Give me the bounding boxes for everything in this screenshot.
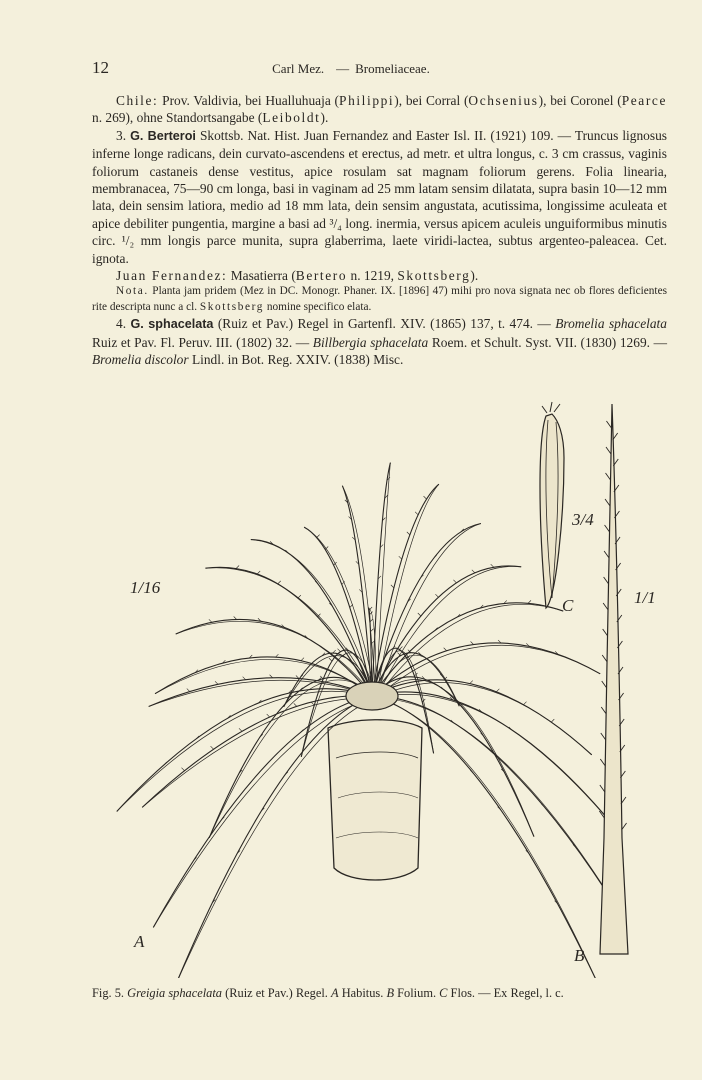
leaf-spine xyxy=(308,742,311,745)
place-label: Juan Fernandez: xyxy=(116,268,228,284)
leaf-stroke xyxy=(376,566,521,698)
leaf-spine xyxy=(187,689,190,692)
running-head-separator: — xyxy=(336,61,350,76)
species-number: 4. xyxy=(116,316,127,332)
leaf-spine xyxy=(453,580,456,583)
caption-authority: (Ruiz et Pav.) Regel. xyxy=(225,986,328,1000)
text-span: ), bei Coronel ( xyxy=(538,93,622,108)
leaf-stroke xyxy=(176,619,372,696)
paragraph-locality xyxy=(92,267,667,284)
leaf-stroke xyxy=(155,657,372,696)
collector-name: Pearce xyxy=(621,93,667,108)
caption-letter-a: A xyxy=(331,986,339,1000)
leaf-spine xyxy=(470,681,473,684)
text-span: n. 269), ohne Standortsangabe ( xyxy=(92,110,263,126)
leaf-spine xyxy=(211,746,214,749)
text-span: ). xyxy=(320,110,329,126)
text-span: ), bei Corral ( xyxy=(394,93,469,108)
paragraph-chile xyxy=(92,92,667,127)
page-number: 12 xyxy=(92,58,109,77)
leaf-spine xyxy=(298,595,301,598)
leaf-spine xyxy=(528,600,531,603)
collector-name: Ochsenius xyxy=(468,93,539,108)
rosette-crown xyxy=(346,682,398,710)
leaf-spine xyxy=(329,658,332,661)
text-span: (Ruiz et Pav.) Regel in Gartenfl. XIV. (1865) 137, t. 474. — xyxy=(217,316,551,332)
caption-text-a: Habitus. xyxy=(341,986,384,1000)
leaf-spine xyxy=(239,728,242,731)
text-span: n. 1219, xyxy=(347,268,398,284)
leaf-spine xyxy=(399,646,402,649)
synonym: Bromelia discolor xyxy=(92,352,189,368)
leaf-spine xyxy=(182,768,185,771)
leaf-spine xyxy=(471,642,474,645)
leaf-spine xyxy=(418,613,421,616)
leaf-spine xyxy=(215,681,218,684)
leaf-stroke xyxy=(205,567,372,696)
leaf-stroke xyxy=(342,486,372,696)
species-name: G. sphacelata xyxy=(130,317,214,332)
leaf-spine xyxy=(278,581,281,584)
figure-label-c: C xyxy=(562,596,574,615)
text-span: Lindl. in Bot. Reg. XXIV. (1838) Misc. xyxy=(191,352,404,368)
leaf-spine xyxy=(424,496,427,499)
figure-label-b: B xyxy=(574,946,585,965)
caption-figure-number: Fig. 5. xyxy=(92,986,125,1000)
scale-label-habit: 1/16 xyxy=(130,578,161,597)
leaf-illustration xyxy=(599,404,628,954)
figure-caption xyxy=(92,986,667,1001)
text-span: Ruiz et Pav. Fl. Peruv. III. (1802) 32. — xyxy=(92,334,310,350)
caption-species: Greigia sphacelata xyxy=(127,986,223,1000)
leaf-spine xyxy=(164,762,167,765)
text-span: Masatierra ( xyxy=(227,268,296,284)
synonym: Bromelia sphacelata xyxy=(555,316,667,332)
leaf-stroke xyxy=(376,523,481,698)
leaf-spine xyxy=(447,540,450,543)
leaf-stroke xyxy=(251,540,372,696)
text-block xyxy=(92,92,667,369)
scale-label-leaf: 1/1 xyxy=(634,588,656,607)
plant-drawing xyxy=(100,398,660,978)
place-label: Chile: xyxy=(116,93,159,108)
note-label: Nota. xyxy=(116,285,149,298)
leaf-spine xyxy=(236,566,239,569)
leaf-spine xyxy=(267,714,270,717)
leaf-spine xyxy=(257,571,260,574)
scale-label-flower: 3/4 xyxy=(572,510,594,529)
leaf-spine xyxy=(523,702,526,705)
caption-letter-b: B xyxy=(386,986,395,1000)
leaf-spine xyxy=(338,649,341,652)
pot-illustration xyxy=(328,720,422,880)
figure-label-a: A xyxy=(134,932,145,951)
collector-name: Leiboldt xyxy=(262,110,321,126)
running-head-author: Carl Mez. xyxy=(272,61,325,76)
leaf-spine xyxy=(209,619,212,622)
leaf-spine xyxy=(301,658,304,661)
collector-name: Bertero xyxy=(295,268,348,284)
leaf-spine xyxy=(444,648,447,651)
leaf-spine xyxy=(275,753,278,756)
leaf-spine xyxy=(472,570,475,573)
caption-text-b: Folium. xyxy=(397,986,437,1000)
leaf-spine xyxy=(391,585,394,588)
text-span: Prov. Valdivia, bei Hualluhuaja ( xyxy=(162,93,340,108)
collector-name: Skottsberg xyxy=(199,300,265,313)
text-span: ). xyxy=(470,268,479,284)
flower-illustration xyxy=(540,402,564,608)
leaf-spine xyxy=(311,702,314,705)
text-span: nomine specifico elata. xyxy=(266,300,372,313)
species-description: Skottsb. Nat. Hist. Juan Fernandez and Easter Isl. II. (1921) 109. — Truncus lignosus inferne longe radicans, dein curvato-ascendens et erectus, ad metr. et ultra longus, c. 3 cm crassus, vaginis foliorum castaneis dense vestitus, apice rosulam sat magnam foliorum gerens. Folia linearia, membranacea, 75—90 cm longa, basi in vaginam ad 25 mm latam sensim dilatata, supra basin 10—12 mm lata, dein sensim latiora, medio ad 18 mm lata, dein sensim angustata, acutissima, longissime aculeata et apice debiliter pungentia, margine a basi ad ³/₄ long. inermia, versus apicem aculeis unguiformibus minutis circ. ¹/₂ mm longis parce munita, supra glaberrima, laete viridi-lactea, subtus argenteo-paleacea. Cet. ignota. xyxy=(92,127,667,266)
species-number: 3. xyxy=(116,127,127,143)
text-span: Planta jam pridem (Mez in DC. Monogr. Phaner. IX. [1896] 47) mihi pro nova signata nec ob flores deficientes rite descripta nunc a cl. xyxy=(92,285,667,313)
species-name: G. Berteroi xyxy=(130,128,196,143)
caption-letter-c: C xyxy=(439,986,448,1000)
paragraph-species-4 xyxy=(92,315,667,368)
collector-name: Skottsberg xyxy=(397,268,471,284)
leaf-spine xyxy=(496,689,499,692)
leaf-spine xyxy=(407,532,410,535)
leaf-spine xyxy=(435,594,438,597)
leaf-spine xyxy=(491,564,494,567)
leaf-spine xyxy=(399,556,402,559)
text-span: Roem. et Schult. Syst. VII. (1830) 1269. — xyxy=(431,334,667,350)
leaf-spine xyxy=(243,677,246,680)
running-head xyxy=(0,61,702,77)
paragraph-note xyxy=(92,284,667,315)
leaf-spine xyxy=(415,512,418,515)
leaf-spine xyxy=(350,605,353,608)
synonym: Billbergia sphacelata xyxy=(312,334,429,350)
paragraph-species-3 xyxy=(92,127,667,267)
leaf-spine xyxy=(294,703,297,706)
caption-text-c: Flos. — Ex Regel, l. c. xyxy=(450,986,564,1000)
leaf-spine xyxy=(551,719,554,722)
collector-name: Philippi xyxy=(339,93,395,108)
running-head-family: Bromeliaceae. xyxy=(355,61,430,76)
leaf-stroke xyxy=(376,484,439,698)
figure-illustration xyxy=(100,398,660,978)
leaf-spine xyxy=(317,535,320,538)
